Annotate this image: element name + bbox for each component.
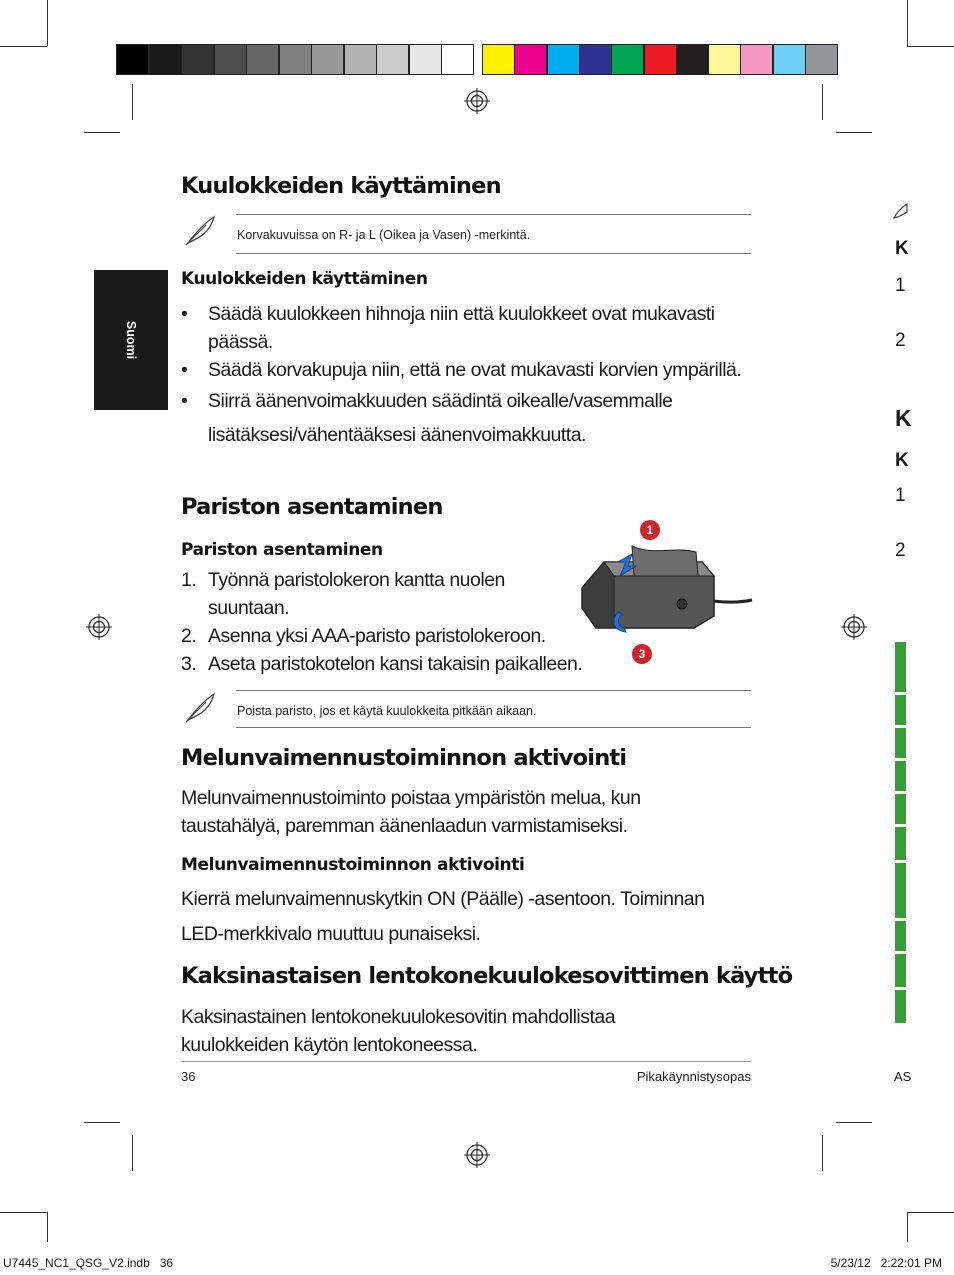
color-swatch (579, 44, 612, 75)
list-item: 1. Työnnä paristolokeron kantta nuolen suuntaan. (181, 569, 505, 619)
grayscale-swatch (376, 44, 409, 75)
grayscale-swatch (311, 44, 344, 75)
registration-mark-right (841, 614, 867, 640)
color-swatch (514, 44, 547, 75)
color-swatch (740, 44, 773, 75)
color-swatch (644, 44, 677, 75)
color-swatch (773, 44, 806, 75)
battery-compartment-illustration (574, 516, 754, 666)
step-badge-1: 1 (640, 520, 660, 540)
step-badge-3: 3 (632, 644, 652, 664)
note-text: Poista paristo, jos et käytä kuulokkeita pitkään aikaan. (237, 704, 537, 718)
section-title-airline-adapter: Kaksinastaisen lentokonekuulokesovittimen käyttö (181, 963, 793, 989)
grayscale-swatch (116, 44, 149, 75)
page-number: 36 (181, 1069, 196, 1084)
note-feather-icon (184, 690, 218, 724)
color-swatch (805, 44, 838, 75)
subheading-battery-install: Pariston asentaminen (181, 540, 383, 560)
registration-mark-bottom (464, 1142, 490, 1168)
noise-cancel-intro: Melunvaimennustoiminto poistaa ympäristön melua, kun taustahälyä, paremman äänenlaadun varmistamiseksi. (181, 787, 641, 837)
section-title-battery-install: Pariston asentaminen (181, 494, 443, 520)
bullet-list (181, 300, 751, 452)
list-item: • Säädä kuulokkeen hihnoja niin että kuulokkeet ovat mukavasti päässä. (181, 303, 715, 353)
note-text: Korvakuvuissa on R- ja L (Oikea ja Vasen) -merkintä. (237, 228, 531, 242)
list-item: 2. Asenna yksi AAA-paristo paristolokeroon. (181, 625, 546, 647)
noise-cancel-line-1: Kierrä melunvaimennuskytkin ON (Päälle) -asentoon. Toiminnan (181, 888, 705, 910)
color-swatch (611, 44, 644, 75)
color-swatch (676, 44, 709, 75)
grayscale-swatch (149, 44, 182, 75)
grayscale-swatch (246, 44, 279, 75)
footer-rule (181, 1061, 751, 1062)
grayscale-swatch (181, 44, 214, 75)
guide-name: Pikakäynnistysopas (636, 1069, 751, 1084)
grayscale-swatch (214, 44, 247, 75)
list-item: • Säädä korvakupuja niin, että ne ovat mukavasti korvien ympärillä. (181, 359, 742, 381)
registration-mark-left (86, 614, 112, 640)
grayscale-swatch (441, 44, 474, 75)
noise-cancel-line-2: LED-merkkivalo muuttuu punaiseksi. (181, 923, 481, 945)
grayscale-swatch (344, 44, 377, 75)
section-title-using-headphones: Kuulokkeiden käyttäminen (181, 173, 501, 199)
numbered-steps (181, 566, 583, 678)
airline-adapter-text: Kaksinastainen lentokonekuulokesovitin mahdollistaa kuulokkeiden käytön lentokoneessa. (181, 1006, 616, 1056)
note-feather-icon-partial (893, 202, 907, 220)
battery-figure (574, 516, 754, 666)
list-item: • Siirrä äänenvoimakkuuden säädintä oikealle/vasemmalle lisätäksesi/vähentääksesi äänenvoimakkuutta. (181, 390, 673, 446)
list-item: 3. Aseta paristokotelon kansi takaisin paikalleen. (181, 653, 583, 675)
subheading-using-headphones: Kuulokkeiden käyttäminen (181, 269, 428, 289)
language-tab-label: Suomi (124, 320, 138, 360)
registration-mark-top (464, 88, 490, 114)
slug-filename: U7445_NC1_QSG_V2.indb 36 (3, 1256, 174, 1270)
section-title-noise-cancel: Melunvaimennustoiminnon aktivointi (181, 745, 627, 771)
color-swatch (708, 44, 741, 75)
note-feather-icon (184, 213, 218, 247)
color-swatch (547, 44, 580, 75)
grayscale-swatch (409, 44, 442, 75)
grayscale-swatch (279, 44, 312, 75)
slug-datetime: 5/23/12 2:22:01 PM (830, 1256, 942, 1270)
language-tab (94, 270, 168, 410)
subheading-noise-cancel: Melunvaimennustoiminnon aktivointi (181, 855, 525, 875)
color-swatch (482, 44, 515, 75)
